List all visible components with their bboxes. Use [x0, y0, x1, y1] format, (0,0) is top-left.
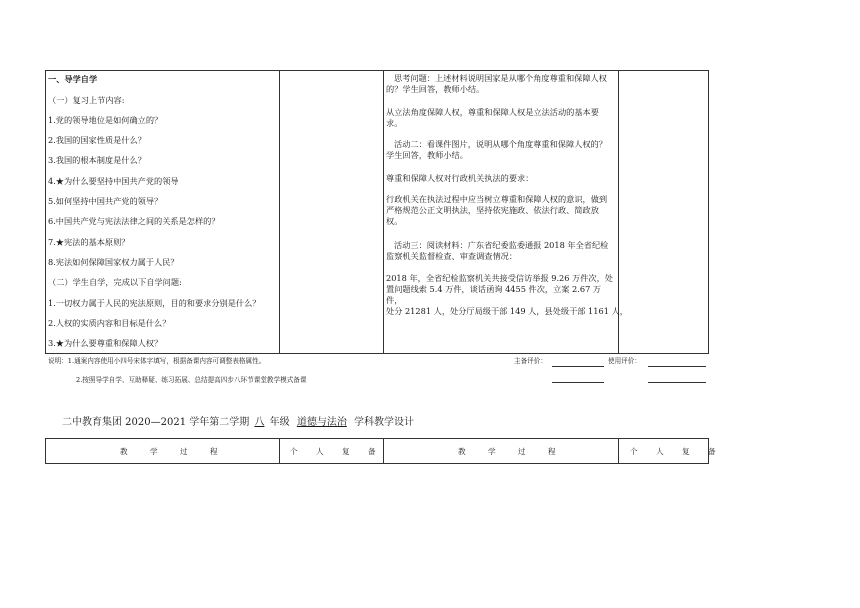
paragraph-think: 思考问题：上述材料说明国家是从哪个角度尊重和保障人权的？学生回答，教师小结。 [386, 73, 607, 94]
use-evaluation-label: 使用评价： [608, 357, 641, 365]
header-personal-review: 个 人 复 备 [630, 447, 724, 456]
table-bottom-border [45, 353, 708, 354]
question-item: 1.一切权力属于人民的宪法原则，目的和要求分别是什么？ [48, 298, 261, 308]
question-item: 1.党的领导地位是如何确立的？ [48, 115, 163, 125]
subsection-selfstudy: （二）学生自学，完成以下自学问题: [48, 277, 182, 287]
title-grade: 八 [254, 417, 265, 428]
title-suffix: 学科教学设计 [354, 417, 415, 428]
question-item: 8.宪法如何保障国家权力属于人民？ [48, 257, 179, 267]
paragraph-legislation: 从立法角度保障人权，尊重和保障人权是立法活动的基本要求。 [386, 107, 599, 128]
header-teaching-process: 教 学 过 程 [120, 447, 228, 456]
table2-col-divider [279, 438, 280, 464]
paragraph-administration: 行政机关在执法过程中应当树立尊重和保障人权的意识，做到严格规范公正文明执法，坚持依宪施政、依法行政、简政放权。 [386, 194, 608, 226]
title-grade-label: 年级 [269, 417, 290, 428]
table2-top-border [45, 438, 708, 439]
table-col-divider [383, 70, 384, 354]
table2-bottom-border [45, 463, 708, 464]
table-col-divider [279, 70, 280, 354]
question-item: 2.我国的国家性质是什么？ [48, 135, 146, 145]
question-item: 7.★宪法的基本原则？ [48, 237, 130, 247]
table2-col-divider [618, 438, 619, 464]
question-item: 3.★为什么要尊重和保障人权？ [48, 338, 163, 348]
note-line-1: 说明：1.通案内容使用小四号宋体字填写，根据备课内容可调整表格属性。 [48, 357, 266, 365]
header-personal-review: 个 人 复 备 [290, 447, 384, 456]
lead-evaluation-line-2 [552, 382, 604, 383]
question-item: 4.★为什么要坚持中国共产党的领导 [48, 176, 179, 186]
note-line-2: 2.按照导学自学、互助释疑、练习拓展、总结提高四步八环节课堂教学模式备课 [76, 376, 307, 384]
paragraph-requirement: 尊重和保障人权对行政机关执法的要求： [386, 173, 534, 183]
section-heading: 一、导学自学 [48, 74, 98, 84]
page-title [62, 416, 414, 429]
paragraph-activity3: 活动三：阅读材料：广东省纪委监委通报 2018 年全省纪检监察机关监督检查、审查调查情况： [386, 240, 609, 261]
title-subject: 道德与法治 [296, 417, 347, 428]
paragraph-activity2: 活动二：看课件图片，说明从哪个角度尊重和保障人权的？学生回答，教师小结。 [386, 139, 607, 160]
question-item: 3.我国的根本制度是什么？ [48, 155, 146, 165]
lead-evaluation-line [552, 366, 604, 367]
title-prefix: 二中教育集团 2020—2021 学年第二学期 [62, 417, 250, 428]
table-right-border [708, 70, 709, 354]
subsection-review: （一）复习上节内容: [48, 95, 125, 105]
question-item: 5.如何坚持中国共产党的领导？ [48, 196, 163, 206]
lead-evaluation-label: 主备评价： [514, 357, 547, 365]
paragraph-stats: 2018 年，全省纪检监察机关共接受信访举报 9.26 万件次，处置问题线索 5.4 万件，谈话函询 4455 件次，立案 2.67 万件， [386, 273, 613, 305]
table2-left-border [45, 438, 46, 464]
use-evaluation-line-2 [648, 382, 706, 383]
table-top-border [45, 70, 708, 71]
table-left-border [45, 70, 46, 354]
question-item: 6.中国共产党与宪法法律之间的关系是怎样的？ [48, 216, 220, 226]
question-item: 2.人权的实质内容和目标是什么？ [48, 318, 171, 328]
header-teaching-process: 教 学 过 程 [458, 447, 566, 456]
paragraph-stats-cont: 处分 21281 人，处分厅局级干部 149 人，县处级干部 1161 人， [386, 306, 628, 316]
use-evaluation-line [648, 366, 706, 367]
